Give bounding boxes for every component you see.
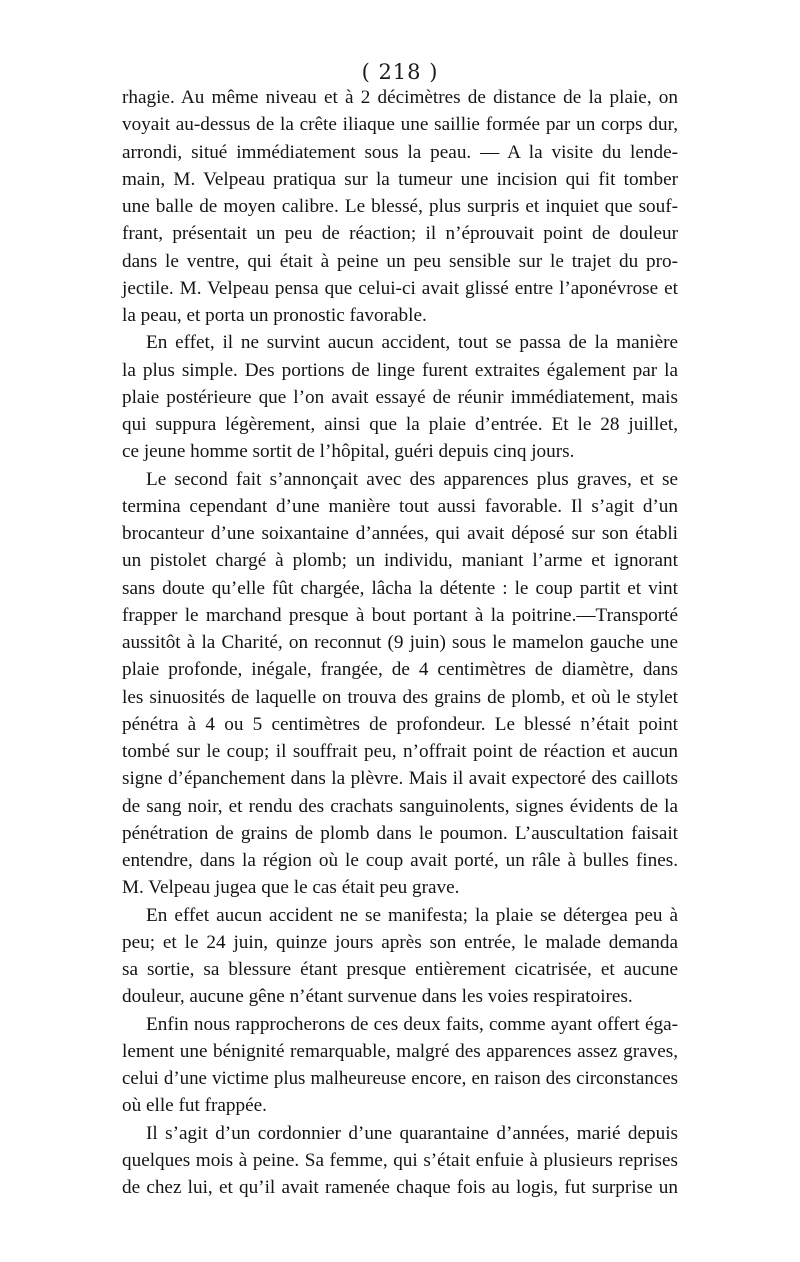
text-line: Enfin nous rapprocherons de ces deux faits, comme ayant offert éga- — [146, 1013, 678, 1035]
text-line: ce jeune homme sortit de l’hôpital, guéri depuis cinq jours. — [122, 441, 575, 463]
text-line: une balle de moyen calibre. Le blessé, plus surpris et inquiet que souf- — [122, 196, 678, 217]
text-line: pénétra à 4 ou 5 centimètres de profondeur. Le blessé n’était point — [122, 713, 678, 735]
text-line: la plus simple. Des portions de linge furent extraites également par la — [122, 359, 678, 381]
text-line: tombé sur le coup; il souffrait peu, n’offrait point de réaction et aucun — [122, 741, 678, 762]
text-line: signe d’épanchement dans la plèvre. Mais il avait expectoré des caillots — [122, 768, 678, 790]
text-line: douleur, aucune gêne n’étant survenue dans les voies respiratoires. — [122, 986, 633, 1008]
text-line: sa sortie, sa blessure étant presque entièrement cicatrisée, et aucune — [122, 959, 678, 980]
text-line: quelques mois à peine. Sa femme, qui s’était enfuie à plusieurs reprises — [122, 1149, 678, 1171]
text-line: arrondi, situé immédiatement sous la peau. — A la visite du lende- — [122, 141, 678, 163]
text-line: main, M. Velpeau pratiqua sur la tumeur une incision qui fit tomber — [122, 168, 678, 190]
text-line: Le second fait s’annonçait avec des apparences plus graves, et se — [146, 468, 678, 490]
page-number: ( 218 ) — [361, 60, 439, 84]
text-line: Il s’agit d’un cordonnier d’une quarantaine d’années, marié depuis — [146, 1122, 678, 1144]
text-line: lement une bénignité remarquable, malgré des apparences assez graves, — [122, 1040, 678, 1062]
text-line: En effet aucun accident ne se manifesta; la plaie se détergea peu à — [146, 904, 678, 926]
text-line: dans le ventre, qui était à peine un peu sensible sur le trajet du pro- — [122, 250, 678, 272]
text-line: où elle fut frappée. — [122, 1095, 267, 1117]
text-line: plaie postérieure que l’on avait essayé de réunir immédiatement, mais — [122, 386, 678, 408]
text-line: peu; et le 24 juin, quinze jours après son entrée, le malade demanda — [122, 931, 678, 953]
text-line: un pistolet chargé à plomb; un individu, maniant l’arme et ignorant — [122, 550, 678, 572]
text-line: frant, présentait un peu de réaction; il n’éprouvait point de douleur — [122, 223, 678, 245]
body-text — [122, 84, 678, 1201]
text-line: de chez lui, et qu’il avait ramenée chaque fois au logis, fut surprise un — [122, 1177, 678, 1198]
text-line: la peau, et porta un pronostic favorable. — [122, 305, 427, 326]
text-line: pénétration de grains de plomb dans le poumon. L’auscultation faisait — [122, 822, 678, 844]
text-line: brocanteur d’une soixantaine d’années, qui avait déposé sur son établi — [122, 523, 678, 544]
text-line: qui suppura légèrement, ainsi que la plaie d’entrée. Et le 28 juillet, — [122, 414, 678, 435]
text-line: termina cependant d’une manière tout aussi favorable. Il s’agit d’un — [122, 495, 678, 517]
text-line: les sinuosités de laquelle on trouva des grains de plomb, et où le stylet — [122, 686, 678, 708]
text-line: de sang noir, et rendu des crachats sanguinolents, signes évidents de la — [122, 795, 678, 817]
text-line: En effet, il ne survint aucun accident, tout se passa de la manière — [146, 332, 678, 354]
text-line: plaie profonde, inégale, frangée, de 4 centimètres de diamètre, dans — [122, 659, 678, 681]
text-line: frapper le marchand presque à bout portant à la poitrine.—Transporté — [122, 604, 678, 626]
text-line: entendre, dans la région où le coup avait porté, un râle à bulles fines. — [122, 850, 678, 871]
text-line: rhagie. Au même niveau et à 2 décimètres de distance de la plaie, on — [122, 87, 678, 108]
text-line: aussitôt à la Charité, on reconnut (9 juin) sous le mamelon gauche une — [122, 632, 678, 653]
text-line: sans doute qu’elle fût chargée, lâcha la détente : le coup partit et vint — [122, 577, 678, 599]
text-line: jectile. M. Velpeau pensa que celui-ci avait glissé entre l’aponévrose et — [122, 277, 678, 299]
text-line: M. Velpeau jugea que le cas était peu grave. — [122, 877, 460, 899]
text-line: celui d’une victime plus malheureuse encore, en raison des circonstances — [122, 1068, 678, 1089]
text-line: voyait au-dessus de la crête iliaque une saillie formée par un corps dur, — [122, 114, 678, 136]
